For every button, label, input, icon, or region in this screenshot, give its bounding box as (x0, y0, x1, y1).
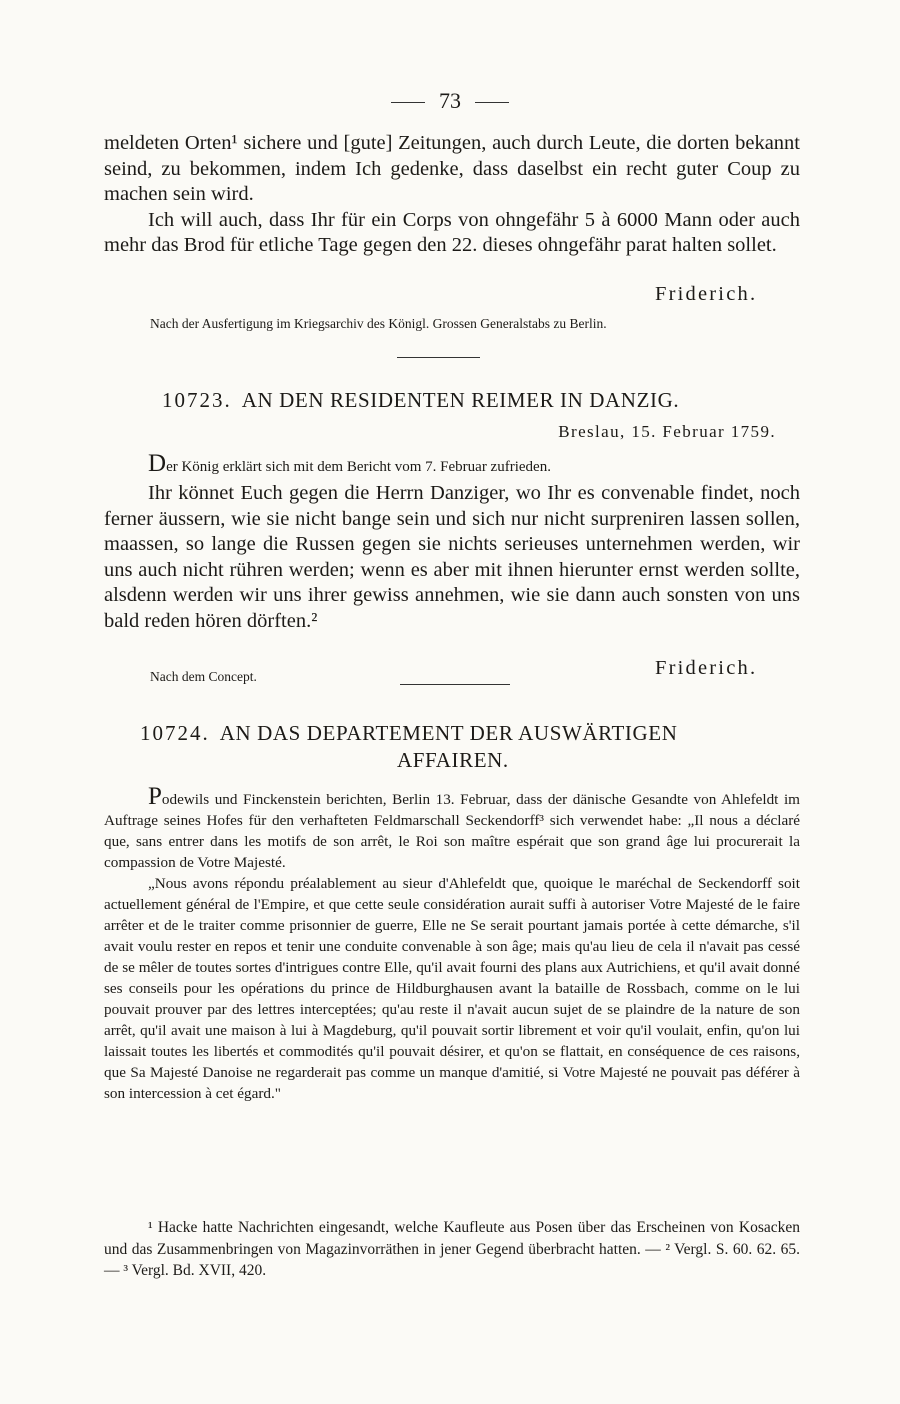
paragraph-podewils-text: odewils und Finckenstein berichten, Berlin 13. Februar, dass der dänische Gesandte von Ahlefeldt im Auftrage seines Hofes für den verhafteten Feldmarschall Seckendorff³ sich verwendet habe: „Il nous a déclaré que, sans entrer dans les motifs de son arrêt, le Roi son maître espérait que son grand âge lui procurerait la compassion de Votre Majesté. (104, 791, 800, 871)
document-number-10723: 10723. (162, 388, 232, 412)
document-title-10724-line1: AN DAS DEPARTEMENT DER AUSWÄRTIGEN (219, 721, 678, 745)
summary-10723 (148, 450, 551, 478)
footnotes (104, 1217, 800, 1282)
paragraph-ahlefeldt-reply: „Nous avons répondu préalablement au sieur d'Ahlefeldt que, quoique le maréchal de Seckendorff soit actuellement général de l'Empire, et que cette seule considération aurait suffi à autoriser Votre Majesté de le faire arrêter et de le traiter comme prisonnier de guerre, Elle ne Se serait pourtant jamais portée à cette démarche, s'il avait voulu rester en repos et tenir une conduite convenable à son âge; mais qu'au lieu de cela il n'avait pas cessé de se mêler de toutes sortes d'intrigues contre Elle, qu'il avait fourni des plans aux Autrichiens, et qu'il avait donné ses conseils pour les opérations du prince de Hildburghausen avant la bataille de Rossbach, comme on le lui pouvait prouver par des lettres interceptées; qu'au reste il n'avait aucun sujet de se plaindre de la nature de son arrêt, qu'il avait une maison à lui à Magdeburg, qu'il pouvait sortir librement et voir qu'il voulait, enfin, qu'on lui laissait toutes les libertés et commodités qu'il pouvait désirer, et qu'on se flattait, en conséquence de ces raisons, que Sa Majesté Danoise ne regarderait pas comme un manque d'amitié, si Votre Majesté ne pouvait pas déférer à son intercession à cet égard." (104, 875, 800, 1102)
section-divider-2 (400, 684, 510, 685)
continued-letter-text (104, 131, 800, 259)
paragraph-corps-bread: Ich will auch, dass Ihr für ein Corps von ohngefähr 5 à 6000 Mann oder auch mehr das Brod für etliche Tage gegen den 22. dieses ohngefähr parat halten sollet. (104, 208, 800, 256)
document-title-10724-line2: AFFAIREN. (397, 748, 509, 772)
document-number-10724: 10724. (140, 721, 210, 745)
signature-friderich-1: Friderich. (655, 283, 758, 305)
place-date-10723: Breslau, 15. Februar 1759. (558, 422, 776, 441)
paragraph-danziger: Ihr könnet Euch gegen die Herrn Danziger, wo Ihr es convenable findet, noch ferner äussern, wie sie nicht bange sein und sich nur nicht surpreniren lassen sollen, maassen, so lange die Russen gegen sie nichts serieuses unternehmen werden, wir uns auch nicht rühren werden; wenn es aber mit ihnen hierunter ernst werden sollte, alsdenn werden wir uns ihrer gewiss annehmen, wie sie dann auch sonsten von uns bald reden hören dörften.² (104, 482, 800, 632)
paragraph-initial: P (148, 783, 162, 810)
document-heading-10724 (140, 721, 677, 746)
paragraph-podewils (104, 783, 800, 873)
source-note-1: Nach der Ausfertigung im Kriegsarchiv des Königl. Grossen Generalstabs zu Berlin. (150, 316, 607, 331)
document-heading-10723 (162, 388, 679, 413)
summary-initial: D (148, 450, 167, 477)
document-title-10723: AN DEN RESIDENTEN REIMER IN DANZIG. (241, 388, 680, 412)
signature-friderich-2: Friderich. (655, 657, 758, 679)
letter-text-10723 (104, 481, 800, 634)
source-note-2: Nach dem Concept. (150, 669, 257, 684)
section-divider-1 (397, 357, 480, 358)
summary-text: er König erklärt sich mit dem Bericht vom 7. Februar zufrieden. (166, 459, 551, 475)
header-dash-left (391, 102, 425, 103)
paragraph-continued: meldeten Orten¹ sichere und [gute] Zeitungen, auch durch Leute, die dorten bekannt seind, zu bekommen, indem Ich gedenke, dass daselbst ein recht guter Coup zu machen sein wird. (104, 132, 800, 205)
header-dash-right (475, 102, 509, 103)
footnote-text: ¹ Hacke hatte Nachrichten eingesandt, welche Kaufleute aus Posen über das Erscheinen von Kosacken und das Zusammenbringen von Magazinvorräthen in jener Gegend überbracht hatten. — ² Vergl. S. 60. 62. 65. — ³ Vergl. Bd. XVII, 420. (104, 1219, 800, 1279)
page-header (0, 88, 900, 114)
letter-text-10724 (104, 783, 800, 1104)
page-number: 73 (439, 88, 461, 113)
